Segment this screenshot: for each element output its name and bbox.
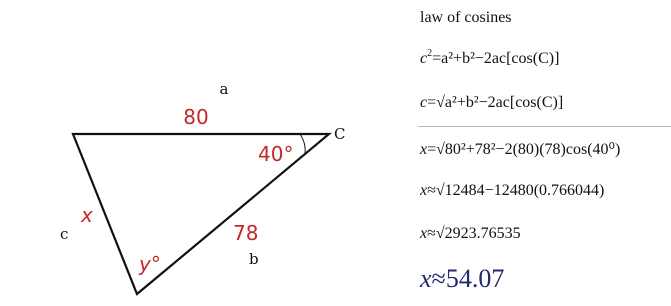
equation-5-rhs: √2923.76535 [435,225,521,242]
equation-4-rel: ≈ [427,182,436,199]
equation-1-rhs: a²+b²−2ac[cos(C)] [441,50,560,67]
equation-2-rel: = [427,94,437,111]
equation-line-2 [420,94,563,112]
equation-4-lhs: x [420,182,428,199]
equation-line-3 [420,139,620,159]
equation-4-rhs: √12484−12480(0.766044) [435,182,605,199]
math-heading: law of cosines [420,9,512,26]
answer-rel: ≈ [431,264,446,293]
equation-2-lhs: c [420,94,428,111]
equation-1-rel: = [432,50,442,67]
equation-line-1 [420,50,559,68]
divider [418,126,671,127]
equation-1-lhs-exp: 2 [427,48,433,59]
equation-3-rel: = [427,141,437,158]
final-answer [420,264,504,294]
vertex-label-C: C [334,125,346,143]
vertex-label-b: b [249,250,259,268]
answer-value: 54.07 [445,264,505,293]
equation-line-4 [420,182,604,200]
equation-5-lhs: x [420,225,428,242]
angle-label-y: y° [139,252,161,276]
vertex-label-c: c [60,225,69,243]
vertex-label-a: a [219,80,229,98]
side-label-78: 78 [233,221,259,245]
equation-3-lhs: x [420,141,428,158]
equation-5-rel: ≈ [427,225,436,242]
law-of-cosines-panel [418,0,671,306]
equation-1-lhs: c [420,50,428,67]
angle-label-c: 40° [258,142,294,166]
side-label-x: x [81,203,93,227]
equation-3-rhs: √80²+78²−2(80)(78)cos(40⁰) [436,141,621,158]
answer-lhs: x [420,264,432,293]
side-label-80: 80 [183,105,209,129]
equation-line-5 [420,225,521,243]
equation-2-rhs: √a²+b²−2ac[cos(C)] [436,94,564,111]
angle-c-arc [300,134,305,154]
